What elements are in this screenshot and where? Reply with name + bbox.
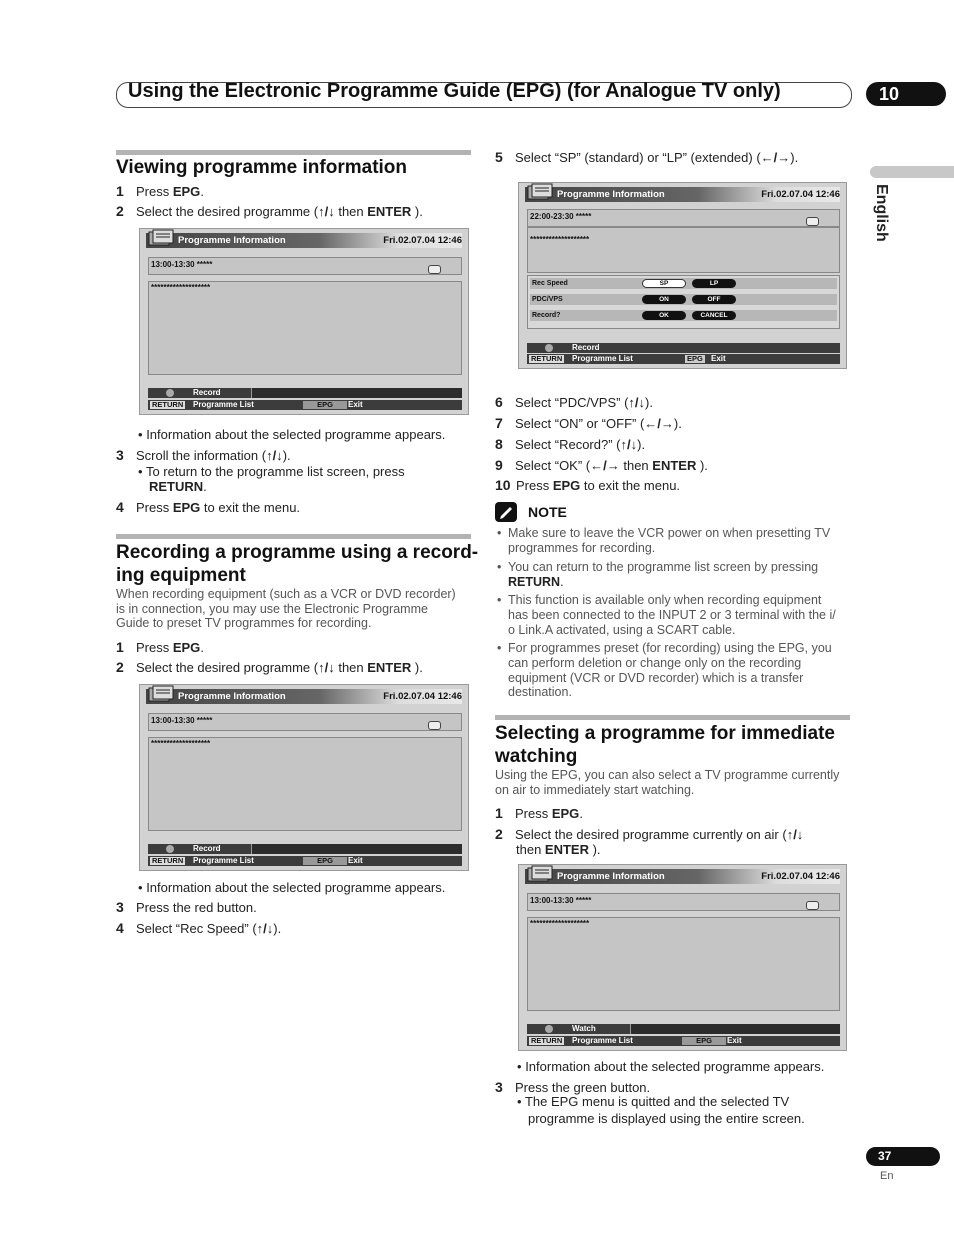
sel-step-2-cont: then ENTER ).	[516, 842, 601, 857]
red-button-icon	[166, 845, 174, 853]
epg-screen-rec-settings	[518, 182, 847, 369]
bullet-info: • Information about the selected programme appears.	[138, 880, 446, 895]
audio-icons	[806, 897, 834, 907]
nav-bar: RETURN Programme List EPG Exit	[148, 856, 462, 866]
rec-step-7: 7 Select “ON” or “OFF” (←/→).	[495, 415, 682, 431]
recording-intro-1: When recording equipment (such as a VCR or DVD recorder)	[116, 587, 456, 601]
epg-icon	[148, 229, 174, 247]
return-key[interactable]: RETURN	[531, 354, 563, 363]
section-heading-selecting-1: Selecting a programme for immediate	[495, 723, 835, 744]
note-item-1: •	[497, 526, 502, 540]
epg-icon	[527, 865, 553, 883]
bullet-return: • To return to the programme list screen, press	[138, 464, 405, 479]
rec-step-10: 10 Press EPG to exit the menu.	[495, 477, 681, 493]
language-tab-bar	[870, 166, 954, 178]
programme-slot: 13:00-13:30 *****	[151, 260, 213, 269]
step-2: 2 Select the desired programme (↑/↓ then ENTER ).	[116, 203, 423, 219]
step-1: 1 Press EPG.	[116, 183, 204, 199]
section-heading-viewing: Viewing programme information	[116, 157, 408, 178]
chapter-badge: 10	[866, 82, 946, 106]
section-rule	[116, 534, 471, 539]
epg-key[interactable]: EPG	[303, 401, 347, 409]
screen-date: Fri.02.07.04 12:46	[383, 235, 462, 246]
return-key[interactable]: RETURN	[152, 856, 184, 865]
section-rule	[116, 150, 471, 155]
audio-icons	[428, 717, 456, 727]
page-number: 37	[866, 1147, 940, 1166]
epg-key[interactable]: EPG	[303, 857, 347, 865]
programme-slot: 13:00-13:30 *****	[530, 896, 592, 905]
programme-details: *******************	[151, 739, 211, 748]
rec-step-3: 3 Press the red button.	[116, 899, 257, 915]
page-title: Using the Electronic Programme Guide (EPG) (for Analogue TV only)	[128, 80, 781, 102]
programme-details-box	[148, 281, 462, 375]
section-heading-recording-1: Recording a programme using a record-	[116, 542, 479, 563]
watch-bar[interactable]: Watch	[527, 1024, 840, 1034]
screen-title: Programme Information	[557, 871, 665, 882]
step-3: 3 Scroll the information (↑/↓).	[116, 447, 291, 463]
bullet-quit: • The EPG menu is quitted and the selected TV	[517, 1094, 790, 1109]
rec-step-2: 2 Select the desired programme (↑/↓ then ENTER ).	[116, 659, 423, 675]
sel-step-1: 1 Press EPG.	[495, 805, 583, 821]
epg-key[interactable]: EPG	[682, 1037, 726, 1045]
screen-title: Programme Information	[557, 189, 665, 200]
return-key[interactable]: RETURN	[531, 1036, 563, 1045]
screen-date: Fri.02.07.04 12:46	[383, 691, 462, 702]
note-label: NOTE	[528, 504, 567, 520]
screen-title: Programme Information	[178, 235, 286, 246]
programme-details: *******************	[151, 283, 211, 292]
record-bar[interactable]: Record	[148, 388, 462, 398]
rec-step-1: 1 Press EPG.	[116, 639, 204, 655]
record-bar[interactable]: Record	[148, 844, 462, 854]
note-icon	[495, 502, 517, 522]
lp-option[interactable]: LP	[692, 279, 736, 288]
epg-icon	[527, 183, 553, 201]
rec-step-6: 6 Select “PDC/VPS” (↑/↓).	[495, 394, 653, 410]
screen-date: Fri.02.07.04 12:46	[761, 189, 840, 200]
section-heading-recording-2: ing equipment	[116, 565, 246, 586]
epg-screen-watch	[518, 864, 847, 1051]
screen-date: Fri.02.07.04 12:46	[761, 871, 840, 882]
epg-screen-record	[139, 684, 469, 871]
sel-step-2: 2 Select the desired programme currently on air (↑/↓	[495, 826, 804, 842]
recording-intro-2: is in connection, you may use the Electronic Programme	[116, 602, 428, 616]
ok-option[interactable]: OK	[642, 311, 686, 320]
rec-step-8: 8 Select “Record?” (↑/↓).	[495, 436, 646, 452]
bullet-return-key: RETURN.	[149, 479, 207, 494]
on-option[interactable]: ON	[642, 295, 686, 304]
page-language: En	[880, 1170, 894, 1182]
epg-icon	[148, 685, 174, 703]
green-button-icon	[545, 1025, 553, 1033]
selecting-intro-1: Using the EPG, you can also select a TV programme currently	[495, 768, 840, 782]
audio-icons	[428, 261, 456, 271]
bullet-quit-cont: programme is displayed using the entire screen.	[528, 1111, 805, 1126]
programme-slot: 22:00-23:30 *****	[530, 212, 592, 221]
sp-option[interactable]: SP	[642, 279, 686, 288]
nav-bar: RETURN Programme List EPG Exit	[148, 400, 462, 410]
red-button-icon	[545, 344, 553, 352]
epg-key[interactable]: EPG	[687, 354, 703, 363]
rec-step-4: 4 Select “Rec Speed” (↑/↓).	[116, 920, 282, 936]
cancel-option[interactable]: CANCEL	[692, 311, 736, 320]
red-button-icon	[166, 389, 174, 397]
note-item-4: •	[497, 641, 502, 655]
programme-details: *******************	[530, 919, 590, 928]
recording-intro-3: Guide to preset TV programmes for recording.	[116, 616, 372, 630]
rec-step-5: 5 Select “SP” (standard) or “LP” (extended) (←/→).	[495, 149, 799, 165]
language-label: English	[873, 184, 890, 242]
sel-step-3: 3 Press the green button.	[495, 1079, 651, 1095]
nav-bar: RETURN Programme List EPG Exit	[527, 1036, 840, 1046]
note-item-3: •	[497, 593, 502, 607]
bullet-info: • Information about the selected programme appears.	[517, 1059, 825, 1074]
screen-title: Programme Information	[178, 691, 286, 702]
rec-step-9: 9 Select “OK” (←/→ then ENTER ).	[495, 457, 708, 473]
programme-details: *******************	[530, 235, 590, 244]
return-key[interactable]: RETURN	[152, 400, 184, 409]
programme-slot: 13:00-13:30 *****	[151, 716, 213, 725]
language-tab	[868, 184, 890, 254]
section-heading-selecting-2: watching	[495, 746, 578, 767]
record-bar[interactable]: Record	[527, 343, 840, 353]
step-4: 4 Press EPG to exit the menu.	[116, 499, 301, 515]
note-item-2: •	[497, 560, 502, 574]
audio-icons	[806, 213, 834, 223]
selecting-intro-2: on air to immediately start watching.	[495, 783, 695, 797]
section-rule	[495, 715, 850, 720]
rec-settings-panel: Rec Speed SP LP PDC/VPS ON OFF Record? OK CANCEL	[527, 275, 840, 329]
nav-bar: RETURN Programme List EPG Exit	[527, 354, 840, 364]
off-option[interactable]: OFF	[692, 295, 736, 304]
bullet-info: • Information about the selected programme appears.	[138, 427, 446, 442]
epg-screen-info	[139, 228, 469, 415]
